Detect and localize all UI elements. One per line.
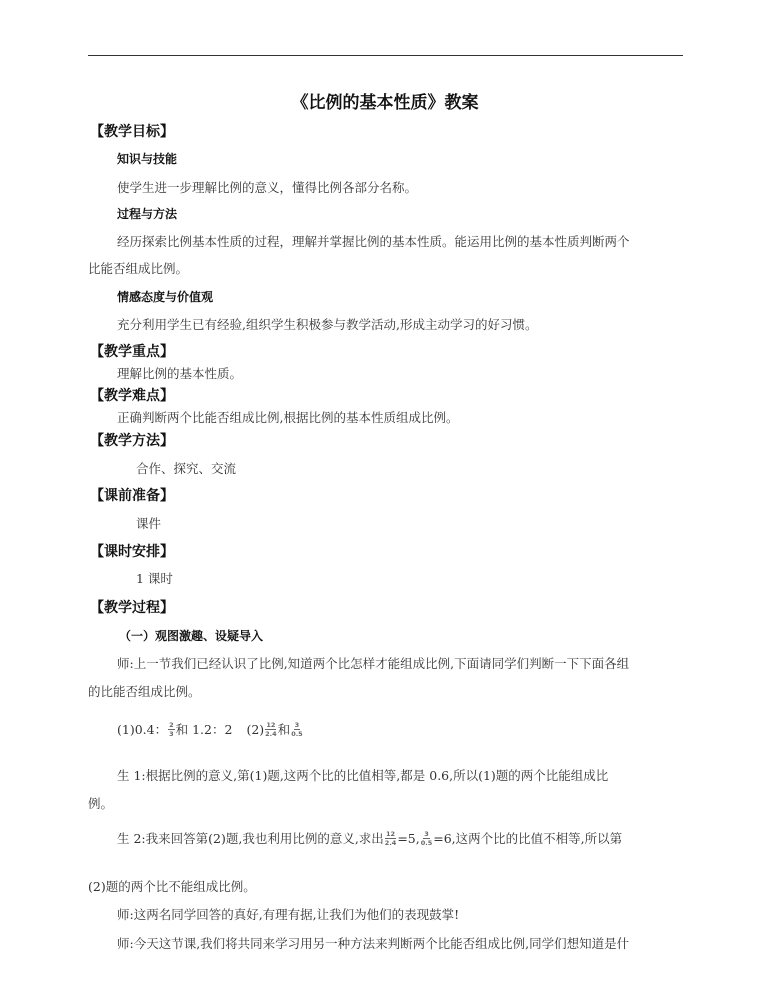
subheading-emotion: 情感态度与价值观	[117, 290, 214, 304]
heading-difficulty: 【教学难点】	[90, 388, 174, 404]
student1-line1: 生 1:根据比例的意义,第(1)题,这两个比的比值相等,都是 0.6,所以(1)题的两个比能组成比	[117, 768, 609, 783]
q2-fraction-b: $\frac{3}{0.5}$	[291, 720, 303, 738]
teacher-line1: 师:上一节我们已经认识了比例,知道两个比怎样才能组成比例,下面请同学们判断一下下面各组	[117, 656, 630, 671]
q1-fraction: $\frac{2}{3}$	[169, 720, 174, 738]
paragraph-preparation: 课件	[136, 516, 162, 531]
teacher-line1-cont: 的比能否组成比例。	[88, 684, 201, 699]
heading-method: 【教学方法】	[90, 433, 174, 449]
paragraph-process-line2: 比能否组成比例。	[88, 261, 189, 276]
paragraph-knowledge: 使学生进一步理解比例的意义，懂得比例各部分名称。	[117, 180, 418, 195]
paragraph-emotion: 充分利用学生已有经验,组织学生积极参与教学活动,形成主动学习的好习惯。	[117, 317, 538, 332]
s2-suffix: =6,这两个比的比值不相等,所以第	[433, 831, 623, 846]
teacher-line3: 师:今天这节课,我们将共同来学习用另一种方法来判断两个比能否组成比例,同学们想知道是什	[117, 936, 630, 951]
subheading-knowledge: 知识与技能	[117, 152, 178, 166]
subheading-step1: （一）观图激趣、设疑导入	[119, 629, 264, 643]
student1-line2: 例。	[88, 796, 114, 811]
s2-prefix: 生 2:我来回答第(2)题,我也利用比例的意义,求出	[117, 831, 384, 846]
s2-eq1: =5,	[397, 830, 420, 846]
heading-process: 【教学过程】	[90, 600, 174, 616]
heading-preparation: 【课前准备】	[90, 488, 174, 504]
paragraph-schedule: 1 课时	[136, 571, 173, 586]
subheading-process: 过程与方法	[117, 207, 178, 221]
s2-fraction-a: $\frac{12}{2.4}$	[384, 829, 397, 847]
paragraph-process-line1: 经历探索比例基本性质的过程，理解并掌握比例的基本性质。能运用比例的基本性质判断两个	[117, 234, 630, 249]
top-divider	[88, 55, 683, 56]
student2-line1	[117, 829, 622, 847]
paragraph-key-point: 理解比例的基本性质。	[117, 366, 243, 381]
q2-fraction-a: $\frac{12}{2.4}$	[265, 720, 277, 738]
heading-schedule: 【课时安排】	[90, 544, 174, 560]
question-line	[117, 720, 304, 738]
heading-key-point: 【教学重点】	[90, 344, 174, 360]
heading-goals: 【教学目标】	[90, 124, 174, 140]
paragraph-method: 合作、探究、交流	[136, 461, 237, 476]
s2-fraction-b: $\frac{3}{0.5}$	[420, 829, 433, 847]
q2-and: 和	[277, 722, 291, 737]
document-title: 《比例的基本性质》教案	[291, 93, 479, 113]
paragraph-difficulty: 正确判断两个比能否组成比例,根据比例的基本性质组成比例。	[117, 410, 459, 425]
student2-line2: (2)题的两个比不能组成比例。	[88, 879, 256, 894]
q2-prefix: (2)	[246, 721, 265, 737]
q1-mid: 和 1.2：2	[175, 722, 233, 737]
q1-prefix: (1)0.4：	[117, 722, 168, 737]
teacher-line2: 师:这两名同学回答的真好,有理有据,让我们为他们的表现鼓掌!	[117, 907, 460, 922]
